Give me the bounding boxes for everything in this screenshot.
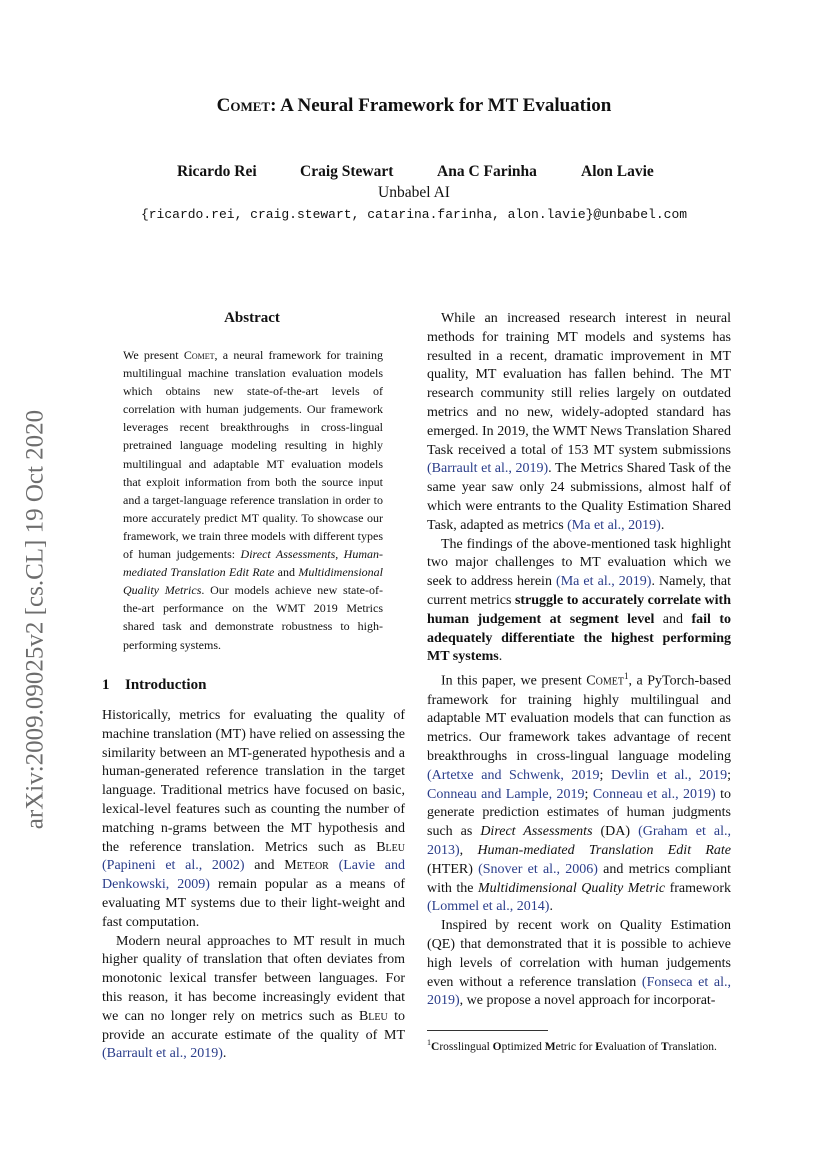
emphasis: Multidimensional Quality Metric [478,880,666,896]
citation-link[interactable]: (Snover et al., 2006) [478,861,598,877]
body-text: to provide an accurate estimate of the quality of MT [102,1008,405,1043]
acronym-letter: M [544,1040,556,1053]
acronym-letter: T [661,1040,669,1053]
footnote-text: ptimized [501,1040,545,1053]
body-text: (HTER) [427,861,479,877]
body-text: . Namely, that current metrics [427,574,732,608]
left-column [102,707,405,1064]
body-text: and [654,611,692,627]
footnote-marker[interactable]: 1 [623,671,629,682]
body-text: , a PyTorch-based framework for training highly multilingual and adaptable MT evaluation models that can function as metrics. Our framework takes advantage of recent breakthroughs in cross-lingual language modeling [427,673,732,764]
body-text: . [498,649,503,665]
footnote-number: 1 [427,1038,431,1047]
body-text: The findings of the above-mentioned task highlight two major challenges to MT evaluation which we seek to address herein [427,536,731,590]
body-text: . [222,1046,227,1062]
acronym-letter: C [431,1040,440,1053]
body-text: and metrics compliant with the [427,861,731,896]
author-name: Alon Lavie [581,163,654,180]
body-text: ; [584,786,593,802]
metric-name: Bleu [376,839,405,855]
title-rest: : A Neural Framework for MT Evaluation [270,95,612,116]
citation-link[interactable]: (Fonseca et al., 2019) [427,974,732,1009]
citation-link[interactable]: Conneau and Lample, 2019 [427,786,585,802]
acronym-letter: O [492,1040,502,1053]
body-text: Inspired by recent work on Quality Estimation (QE) that demonstrated that it is possible to achieve high levels of correlation with human judgements even without a reference translation [427,918,731,990]
citation-link[interactable]: Devlin et al., 2019 [611,767,728,783]
citation-link[interactable]: (Lavie and Denkowski, 2009) [102,858,405,893]
paragraph [102,707,405,933]
system-name: Comet [586,673,624,689]
abstract-text: , a neural framework for training multilingual machine translation evaluation models which obtains new state-of-the-art levels of correlation with human judgements. Our framework leverages recent breakthroughs in cross-lingual pretrained language modeling resulting in highly multilingual and adaptable MT evaluation models that exploit information from both the source input and a target-language reference translation in order to more accurately predict MT quality. To showcase our framework, we train three models with different types of human judgements: [123,348,384,562]
abstract-text: We present [123,348,184,362]
body-text: While an increased research interest in neural methods for training MT models and systems has resulted in a recent, dramatic improvement in MT quality, MT evaluation has fallen behind. The MT research community still relies largely on outdated metrics and no new, widely-adopted standard has emerged. In 2019, the WMT News Translation Shared Task received a total of 153 MT system submissions [427,311,731,458]
body-text: (DA) [592,824,639,840]
body-text: Historically, metrics for evaluating the quality of machine translation (MT) have relied on assessing the similarity between an MT-generated hypothesis and a human-generated reference translation in the target language. Traditional metrics have focused on basic, lexical-level features such as counting the number of matching n-grams between the MT hypothesis and the reference translation. Metrics such as [102,708,405,855]
paragraph [427,310,731,536]
arxiv-stamp: arXiv:2009.09025v2 [cs.CL] 19 Oct 2020 [21,409,49,830]
system-name: Comet [183,348,215,362]
bold-claim: struggle to accurately correlate with human judgement at segment level [427,592,731,627]
abstract-emphasis: Direct Assessments [240,547,336,562]
body-text: . [660,517,665,533]
abstract-emphasis: Human-mediated Translation Edit Rate [123,547,383,580]
body-text: framework [665,880,731,896]
body-text: to generate prediction estimates of human judgments such as [427,786,732,840]
paragraph [427,536,731,668]
body-text: ; [599,767,611,783]
body-text: . The Metrics Shared Task of the same year saw only 24 submissions, almost half of which were entrants to the Quality Estimation Shared Task, adapted as metrics [427,461,732,533]
body-text: In this paper, we present [441,673,587,689]
affiliation: Unbabel AI [378,184,450,201]
author-emails: {ricardo.rei, craig.stewart, catarina.farinha, alon.lavie}@unbabel.com [140,207,688,222]
abstract-text: . Our models achieve new state-of-the-art performance on the WMT 2019 Metrics shared task and demonstrate robustness to high-performing systems. [123,583,383,652]
acronym-letter: E [595,1040,603,1053]
footnote-text: ranslation. [668,1040,717,1053]
abstract-heading: Abstract [224,310,280,326]
body-text: and [244,858,285,874]
footnote-text: valuation of [602,1040,661,1053]
emphasis: Human-mediated Translation Edit Rate [477,842,731,858]
paragraph [427,667,731,917]
citation-link[interactable]: (Graham et al., 2013) [427,824,732,858]
abstract-emphasis: Multidimensional Quality Metrics [123,565,384,598]
right-column [427,310,731,1011]
footnote-rule [427,1030,548,1031]
section-number: 1 [102,677,110,693]
body-text: , [459,842,478,858]
metric-name: Meteor [284,858,329,874]
citation-link[interactable]: (Barrault et al., 2019) [427,461,549,477]
body-text: . [549,899,553,915]
body-text: ; [727,767,732,783]
emphasis: Direct Assessments [480,824,593,840]
footnote [427,1035,731,1055]
author-name: Ricardo Rei [177,163,257,180]
body-text: , we propose a novel approach for incorporat- [459,993,716,1009]
abstract-text: , [335,547,344,562]
body-text [329,858,339,873]
section-heading [102,677,206,694]
paper-title [0,95,828,117]
bold-claim: fail to adequately differentiate the highest performing MT systems [427,611,731,665]
citation-link[interactable]: (Barrault et al., 2019) [102,1046,223,1062]
citation-link[interactable]: (Ma et al., 2019) [567,517,661,533]
body-text: Modern neural approaches to MT result in much higher quality of translation that often deviates from monotonic lexical transfer between languages. For this reason, it has become increasingly evident that we can no longer rely on metrics such as [102,933,405,1024]
body-text: remain popular as a means of evaluating MT systems due to their light-weight and fast computation. [102,877,405,930]
footnote-text: rosslingual [439,1040,493,1053]
citation-link[interactable]: Conneau et al., 2019) [592,786,716,802]
author-name: Craig Stewart [300,163,394,180]
abstract-text: and [274,565,299,580]
footnote-text: etric for [555,1040,596,1053]
abstract-body [123,346,383,654]
title-system-name: Comet [216,95,271,116]
metric-name: Bleu [358,1008,388,1024]
author-name: Ana C Farinha [437,163,537,180]
citation-link[interactable]: (Lommel et al., 2014) [427,899,550,915]
paragraph [427,917,731,1011]
paragraph [102,933,405,1065]
citation-link[interactable]: (Papineni et al., 2002) [102,858,245,874]
citation-link[interactable]: (Artetxe and Schwenk, 2019 [427,767,600,783]
citation-link[interactable]: (Ma et al., 2019) [556,574,652,590]
section-title: Introduction [125,677,207,693]
